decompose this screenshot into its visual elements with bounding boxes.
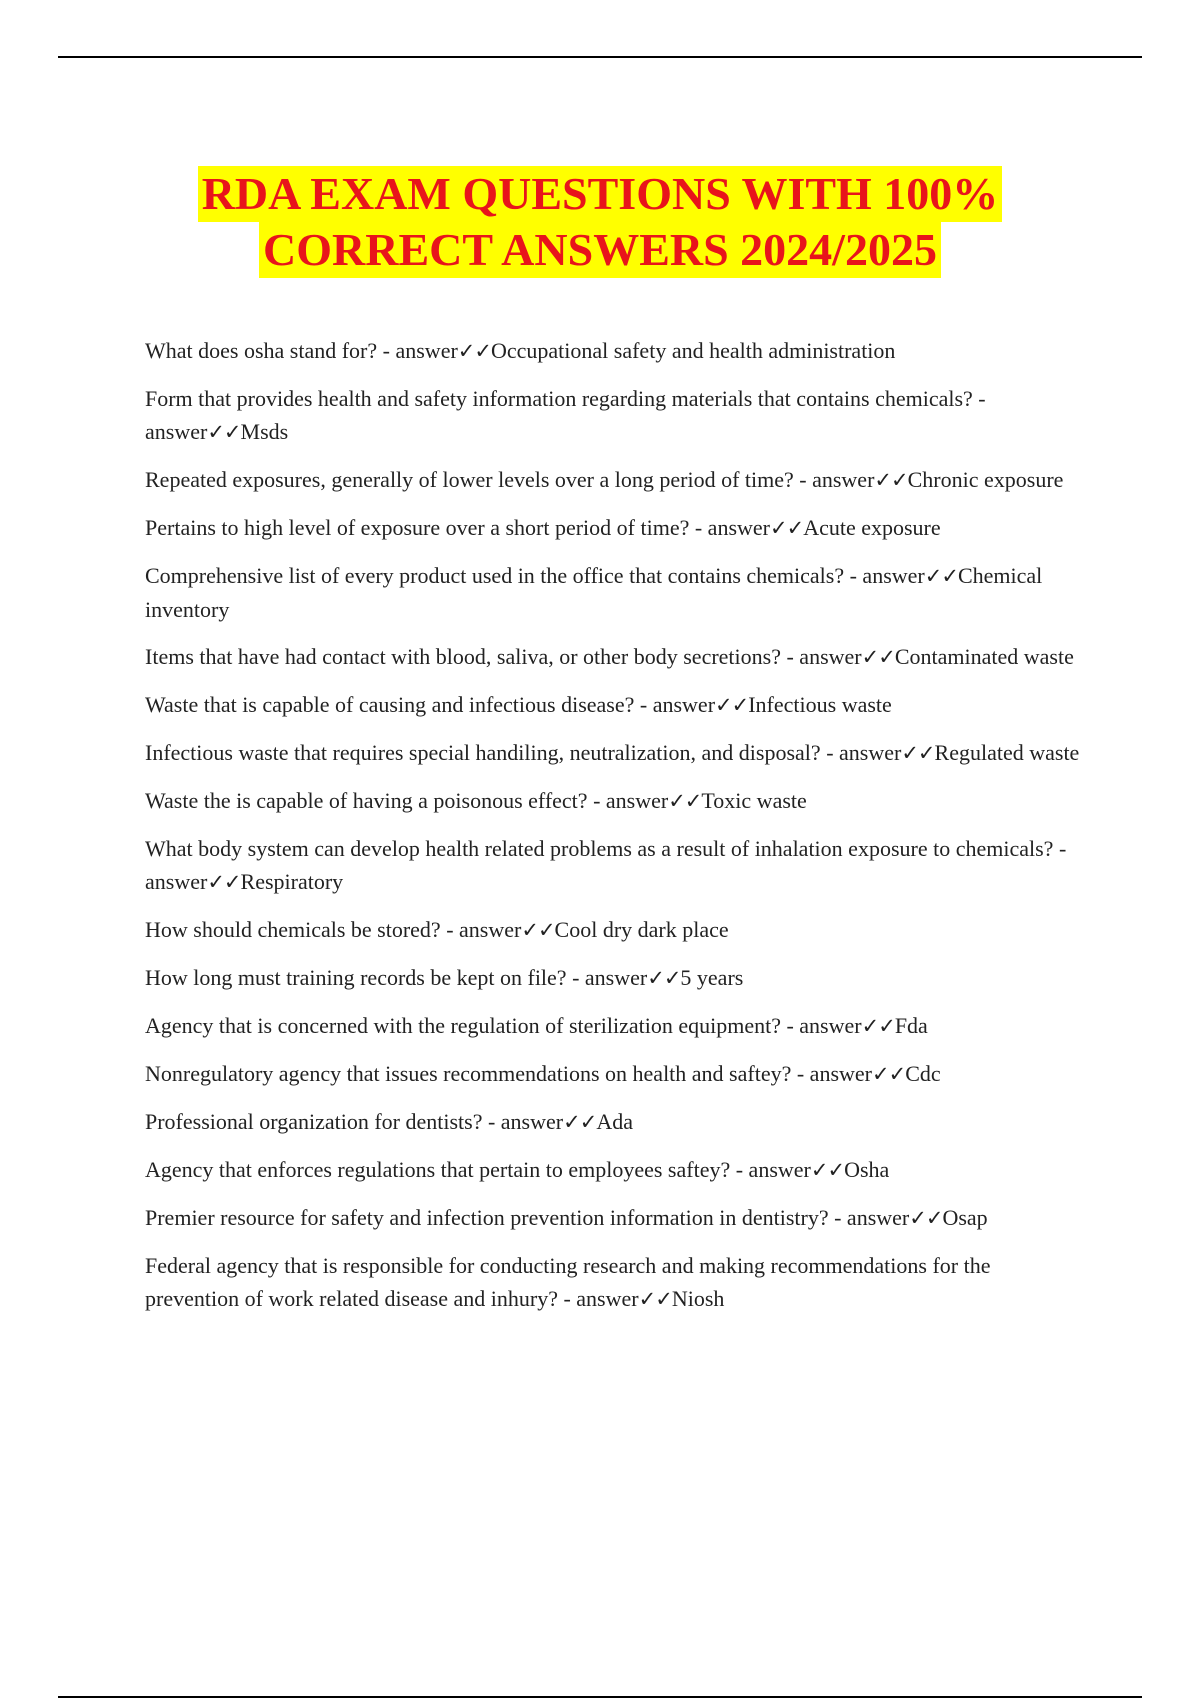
double-check-icon: ✓✓ — [638, 1287, 672, 1311]
qa-item — [145, 913, 1085, 947]
answer-separator: - answer — [780, 1013, 862, 1038]
double-check-icon: ✓✓ — [924, 564, 958, 588]
top-rule — [58, 56, 1142, 58]
answer-separator: - answer — [780, 644, 862, 669]
answer-text: Chemical inventory — [145, 563, 1043, 622]
qa-item — [145, 1249, 1085, 1316]
answer-text: Osha — [844, 1157, 890, 1182]
title-line-2: CORRECT ANSWERS 2024/2025 — [259, 222, 941, 278]
answer-separator: - answer — [482, 1109, 564, 1134]
question-text: Premier resource for safety and infection prevention information in dentistry? — [145, 1205, 829, 1230]
answer-text: Chronic exposure — [907, 467, 1064, 492]
qa-item — [145, 382, 1085, 449]
double-check-icon: ✓✓ — [563, 1110, 597, 1134]
qa-item — [145, 559, 1085, 626]
question-text: How long must training records be kept on file? — [145, 965, 567, 990]
answer-text: Infectious waste — [748, 692, 892, 717]
qa-item — [145, 832, 1085, 899]
qa-item — [145, 1105, 1085, 1139]
double-check-icon: ✓✓ — [457, 339, 491, 363]
question-text: Form that provides health and safety information regarding materials that contains chemicals? — [145, 386, 973, 411]
answer-text: Osap — [942, 1205, 988, 1230]
question-text: Waste that is capable of causing and infectious disease? — [145, 692, 635, 717]
qa-item — [145, 463, 1085, 497]
answer-separator: - answer — [145, 836, 1067, 894]
double-check-icon: ✓✓ — [810, 1158, 845, 1182]
answer-text: Cdc — [905, 1061, 941, 1086]
qa-item — [145, 1057, 1085, 1091]
answer-separator: - answer — [566, 965, 648, 990]
answer-text: Ada — [596, 1109, 633, 1134]
question-text: Comprehensive list of every product used in the office that contains chemicals? — [145, 563, 845, 588]
document-title — [0, 166, 1200, 278]
answer-text: Toxic waste — [701, 788, 807, 813]
double-check-icon: ✓✓ — [715, 693, 749, 717]
qa-item — [145, 961, 1085, 995]
question-text: Items that have had contact with blood, saliva, or other body secretions? — [145, 644, 781, 669]
question-text: Federal agency that is responsible for conducting research and making recommendations for the prevention of work related disease and inhury? — [145, 1253, 991, 1311]
answer-separator: - answer — [730, 1157, 811, 1182]
double-check-icon: ✓✓ — [861, 645, 895, 669]
qa-item — [145, 640, 1085, 674]
answer-separator: - answer — [791, 1061, 872, 1086]
answer-text: Acute exposure — [803, 515, 941, 540]
answer-separator: - answer — [557, 1286, 639, 1311]
answer-separator: - answer — [828, 1205, 910, 1230]
answer-separator: - answer — [820, 740, 902, 765]
answer-text: Niosh — [671, 1286, 725, 1311]
question-text: Agency that is concerned with the regulation of sterilization equipment? — [145, 1013, 781, 1038]
double-check-icon: ✓✓ — [874, 468, 908, 492]
question-text: Infectious waste that requires special handiling, neutralization, and disposal? — [145, 740, 821, 765]
question-text: What does osha stand for? — [145, 338, 378, 363]
answer-separator: - answer — [145, 386, 986, 444]
qa-item — [145, 736, 1085, 770]
answer-separator: - answer — [844, 563, 925, 588]
bottom-rule — [58, 1696, 1142, 1698]
question-text: Waste the is capable of having a poisonous effect? — [145, 788, 588, 813]
answer-text: Cool dry dark place — [554, 917, 729, 942]
double-check-icon: ✓✓ — [207, 870, 241, 894]
answer-separator: - answer — [793, 467, 875, 492]
answer-text: Regulated waste — [934, 740, 1080, 765]
question-text: Professional organization for dentists? — [145, 1109, 483, 1134]
question-text: How should chemicals be stored? — [145, 917, 441, 942]
qa-item — [145, 511, 1085, 545]
double-check-icon: ✓✓ — [901, 741, 935, 765]
answer-text: Contaminated waste — [894, 644, 1074, 669]
question-text: Pertains to high level of exposure over a short period of time? — [145, 515, 690, 540]
answer-text: 5 years — [680, 965, 744, 990]
answer-separator: - answer — [634, 692, 716, 717]
question-text: Repeated exposures, generally of lower levels over a long period of time? — [145, 467, 794, 492]
title-line-1: RDA EXAM QUESTIONS WITH 100% — [198, 166, 1003, 222]
answer-text: Respiratory — [240, 869, 344, 894]
double-check-icon: ✓✓ — [647, 966, 681, 990]
qa-item — [145, 688, 1085, 722]
qa-item — [145, 1009, 1085, 1043]
question-text: Agency that enforces regulations that pertain to employees saftey? — [145, 1157, 731, 1182]
answer-separator: - answer — [440, 917, 522, 942]
double-check-icon: ✓✓ — [521, 918, 555, 942]
double-check-icon: ✓✓ — [770, 516, 804, 540]
qa-item — [145, 1153, 1085, 1187]
double-check-icon: ✓✓ — [861, 1014, 895, 1038]
answer-separator: - answer — [689, 515, 770, 540]
qa-item — [145, 1201, 1085, 1235]
double-check-icon: ✓✓ — [668, 789, 702, 813]
double-check-icon: ✓✓ — [207, 420, 241, 444]
answer-text: Msds — [240, 419, 289, 444]
qa-list — [145, 334, 1085, 1330]
double-check-icon: ✓✓ — [872, 1062, 906, 1086]
answer-text: Fda — [894, 1013, 928, 1038]
qa-item — [145, 334, 1085, 368]
question-text: Nonregulatory agency that issues recommendations on health and saftey? — [145, 1061, 792, 1086]
answer-text: Occupational safety and health administration — [491, 338, 896, 363]
answer-separator: - answer — [377, 338, 458, 363]
answer-separator: - answer — [587, 788, 669, 813]
qa-item — [145, 784, 1085, 818]
double-check-icon: ✓✓ — [909, 1206, 943, 1230]
question-text: What body system can develop health related problems as a result of inhalation exposure to chemicals? — [145, 836, 1054, 861]
